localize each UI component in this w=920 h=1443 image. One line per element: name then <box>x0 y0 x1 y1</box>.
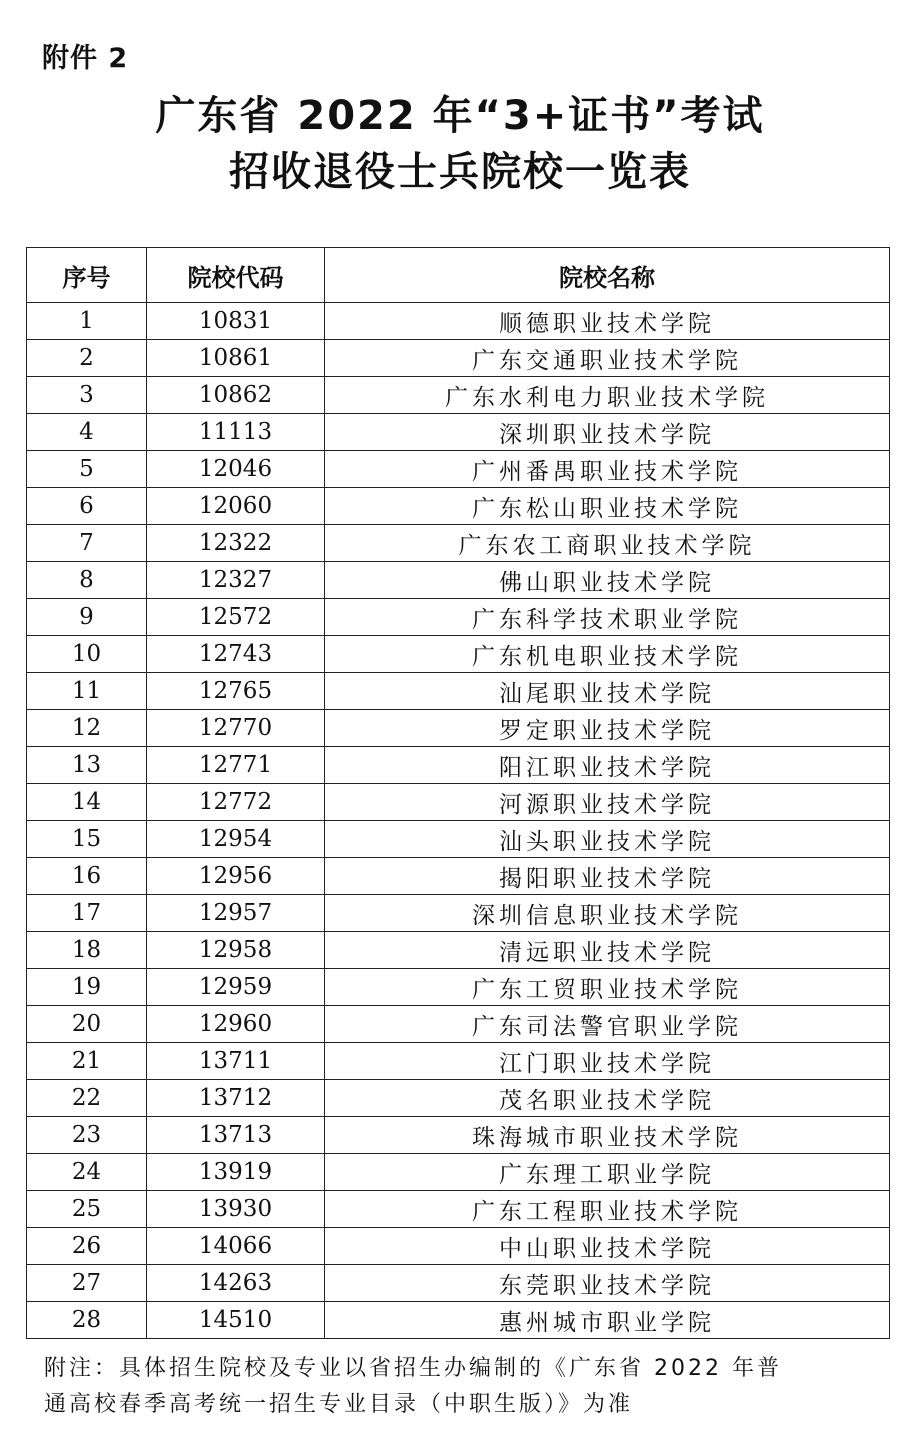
table-row <box>27 451 890 488</box>
cell-index: 12 <box>27 710 147 747</box>
cell-index: 15 <box>27 821 147 858</box>
table-row <box>27 1154 890 1191</box>
cell-school-code: 12957 <box>147 895 325 932</box>
schools-table <box>26 247 890 1339</box>
cell-index: 8 <box>27 562 147 599</box>
cell-school-code: 10861 <box>147 340 325 377</box>
cell-school-code: 13712 <box>147 1080 325 1117</box>
cell-school-name: 广东司法警官职业学院 <box>325 1006 890 1043</box>
cell-school-name: 珠海城市职业技术学院 <box>325 1117 890 1154</box>
cell-school-code: 12765 <box>147 673 325 710</box>
cell-index: 19 <box>27 969 147 1006</box>
cell-school-name: 汕尾职业技术学院 <box>325 673 890 710</box>
table-row <box>27 673 890 710</box>
table-row <box>27 710 890 747</box>
table-row <box>27 1006 890 1043</box>
cell-index: 3 <box>27 377 147 414</box>
cell-school-name: 广东交通职业技术学院 <box>325 340 890 377</box>
table-row <box>27 895 890 932</box>
cell-school-code: 12959 <box>147 969 325 1006</box>
cell-school-code: 12771 <box>147 747 325 784</box>
cell-school-code: 12046 <box>147 451 325 488</box>
cell-school-name: 阳江职业技术学院 <box>325 747 890 784</box>
cell-school-name: 广州番禺职业技术学院 <box>325 451 890 488</box>
cell-school-name: 广东工程职业技术学院 <box>325 1191 890 1228</box>
cell-school-name: 广东机电职业技术学院 <box>325 636 890 673</box>
table-row <box>27 599 890 636</box>
table-row <box>27 784 890 821</box>
cell-school-name: 中山职业技术学院 <box>325 1228 890 1265</box>
cell-school-name: 广东农工商职业技术学院 <box>325 525 890 562</box>
table-row <box>27 858 890 895</box>
cell-index: 4 <box>27 414 147 451</box>
cell-school-name: 汕头职业技术学院 <box>325 821 890 858</box>
footnote <box>44 1351 884 1423</box>
cell-index: 20 <box>27 1006 147 1043</box>
cell-school-code: 12060 <box>147 488 325 525</box>
cell-index: 27 <box>27 1265 147 1302</box>
table-row <box>27 1265 890 1302</box>
cell-school-name: 清远职业技术学院 <box>325 932 890 969</box>
table-row <box>27 525 890 562</box>
cell-school-code: 10831 <box>147 303 325 340</box>
cell-school-name: 惠州城市职业学院 <box>325 1302 890 1339</box>
cell-index: 28 <box>27 1302 147 1339</box>
cell-school-name: 河源职业技术学院 <box>325 784 890 821</box>
table-row <box>27 377 890 414</box>
cell-index: 5 <box>27 451 147 488</box>
table-row <box>27 821 890 858</box>
cell-index: 17 <box>27 895 147 932</box>
cell-index: 6 <box>27 488 147 525</box>
header-school-code: 院校代码 <box>147 248 325 303</box>
cell-index: 2 <box>27 340 147 377</box>
cell-index: 23 <box>27 1117 147 1154</box>
cell-school-code: 12772 <box>147 784 325 821</box>
cell-school-code: 12956 <box>147 858 325 895</box>
cell-school-name: 东莞职业技术学院 <box>325 1265 890 1302</box>
cell-index: 24 <box>27 1154 147 1191</box>
cell-index: 26 <box>27 1228 147 1265</box>
cell-index: 9 <box>27 599 147 636</box>
cell-school-code: 13919 <box>147 1154 325 1191</box>
cell-index: 14 <box>27 784 147 821</box>
cell-index: 21 <box>27 1043 147 1080</box>
cell-school-code: 12322 <box>147 525 325 562</box>
footnote-line-1: 附注：具体招生院校及专业以省招生办编制的《广东省 2022 年普 <box>44 1356 782 1381</box>
cell-school-name: 江门职业技术学院 <box>325 1043 890 1080</box>
table-row <box>27 1228 890 1265</box>
cell-school-name: 广东水利电力职业技术学院 <box>325 377 890 414</box>
table-row <box>27 562 890 599</box>
table-body <box>27 303 890 1339</box>
cell-school-code: 12327 <box>147 562 325 599</box>
attachment-label: 附件 2 <box>42 43 129 74</box>
cell-index: 11 <box>27 673 147 710</box>
cell-school-code: 10862 <box>147 377 325 414</box>
table-row <box>27 303 890 340</box>
cell-school-name: 佛山职业技术学院 <box>325 562 890 599</box>
cell-index: 7 <box>27 525 147 562</box>
cell-index: 25 <box>27 1191 147 1228</box>
table-row <box>27 340 890 377</box>
cell-school-name: 广东理工职业学院 <box>325 1154 890 1191</box>
table-row <box>27 932 890 969</box>
cell-school-name: 深圳职业技术学院 <box>325 414 890 451</box>
document-title-line-2: 招收退役士兵院校一览表 <box>229 149 691 195</box>
cell-school-code: 14263 <box>147 1265 325 1302</box>
cell-school-name: 广东松山职业技术学院 <box>325 488 890 525</box>
cell-school-name: 顺德职业技术学院 <box>325 303 890 340</box>
cell-school-name: 深圳信息职业技术学院 <box>325 895 890 932</box>
cell-school-code: 12960 <box>147 1006 325 1043</box>
document-title-line-1: 广东省 2022 年“3+证书”考试 <box>155 93 765 139</box>
header-index: 序号 <box>27 248 147 303</box>
cell-index: 18 <box>27 932 147 969</box>
cell-index: 10 <box>27 636 147 673</box>
table-row <box>27 1043 890 1080</box>
cell-school-code: 13930 <box>147 1191 325 1228</box>
table-row <box>27 488 890 525</box>
cell-school-name: 广东科学技术职业学院 <box>325 599 890 636</box>
cell-school-code: 12572 <box>147 599 325 636</box>
table-row <box>27 1117 890 1154</box>
cell-index: 13 <box>27 747 147 784</box>
cell-school-code: 13713 <box>147 1117 325 1154</box>
cell-index: 16 <box>27 858 147 895</box>
table-header-row <box>27 248 890 303</box>
cell-school-code: 14066 <box>147 1228 325 1265</box>
cell-index: 22 <box>27 1080 147 1117</box>
cell-school-code: 11113 <box>147 414 325 451</box>
table-row <box>27 1302 890 1339</box>
table-row <box>27 747 890 784</box>
cell-school-name: 揭阳职业技术学院 <box>325 858 890 895</box>
cell-school-code: 12954 <box>147 821 325 858</box>
cell-school-code: 12770 <box>147 710 325 747</box>
footnote-line-2: 通高校春季高考统一招生专业目录（中职生版）》为准 <box>44 1392 634 1417</box>
cell-school-code: 13711 <box>147 1043 325 1080</box>
cell-school-name: 茂名职业技术学院 <box>325 1080 890 1117</box>
cell-index: 1 <box>27 303 147 340</box>
cell-school-code: 12743 <box>147 636 325 673</box>
cell-school-code: 14510 <box>147 1302 325 1339</box>
table-row <box>27 414 890 451</box>
header-school-name: 院校名称 <box>325 248 890 303</box>
table-row <box>27 969 890 1006</box>
table-row <box>27 1080 890 1117</box>
table-row <box>27 1191 890 1228</box>
cell-school-name: 广东工贸职业技术学院 <box>325 969 890 1006</box>
cell-school-name: 罗定职业技术学院 <box>325 710 890 747</box>
cell-school-code: 12958 <box>147 932 325 969</box>
table-row <box>27 636 890 673</box>
